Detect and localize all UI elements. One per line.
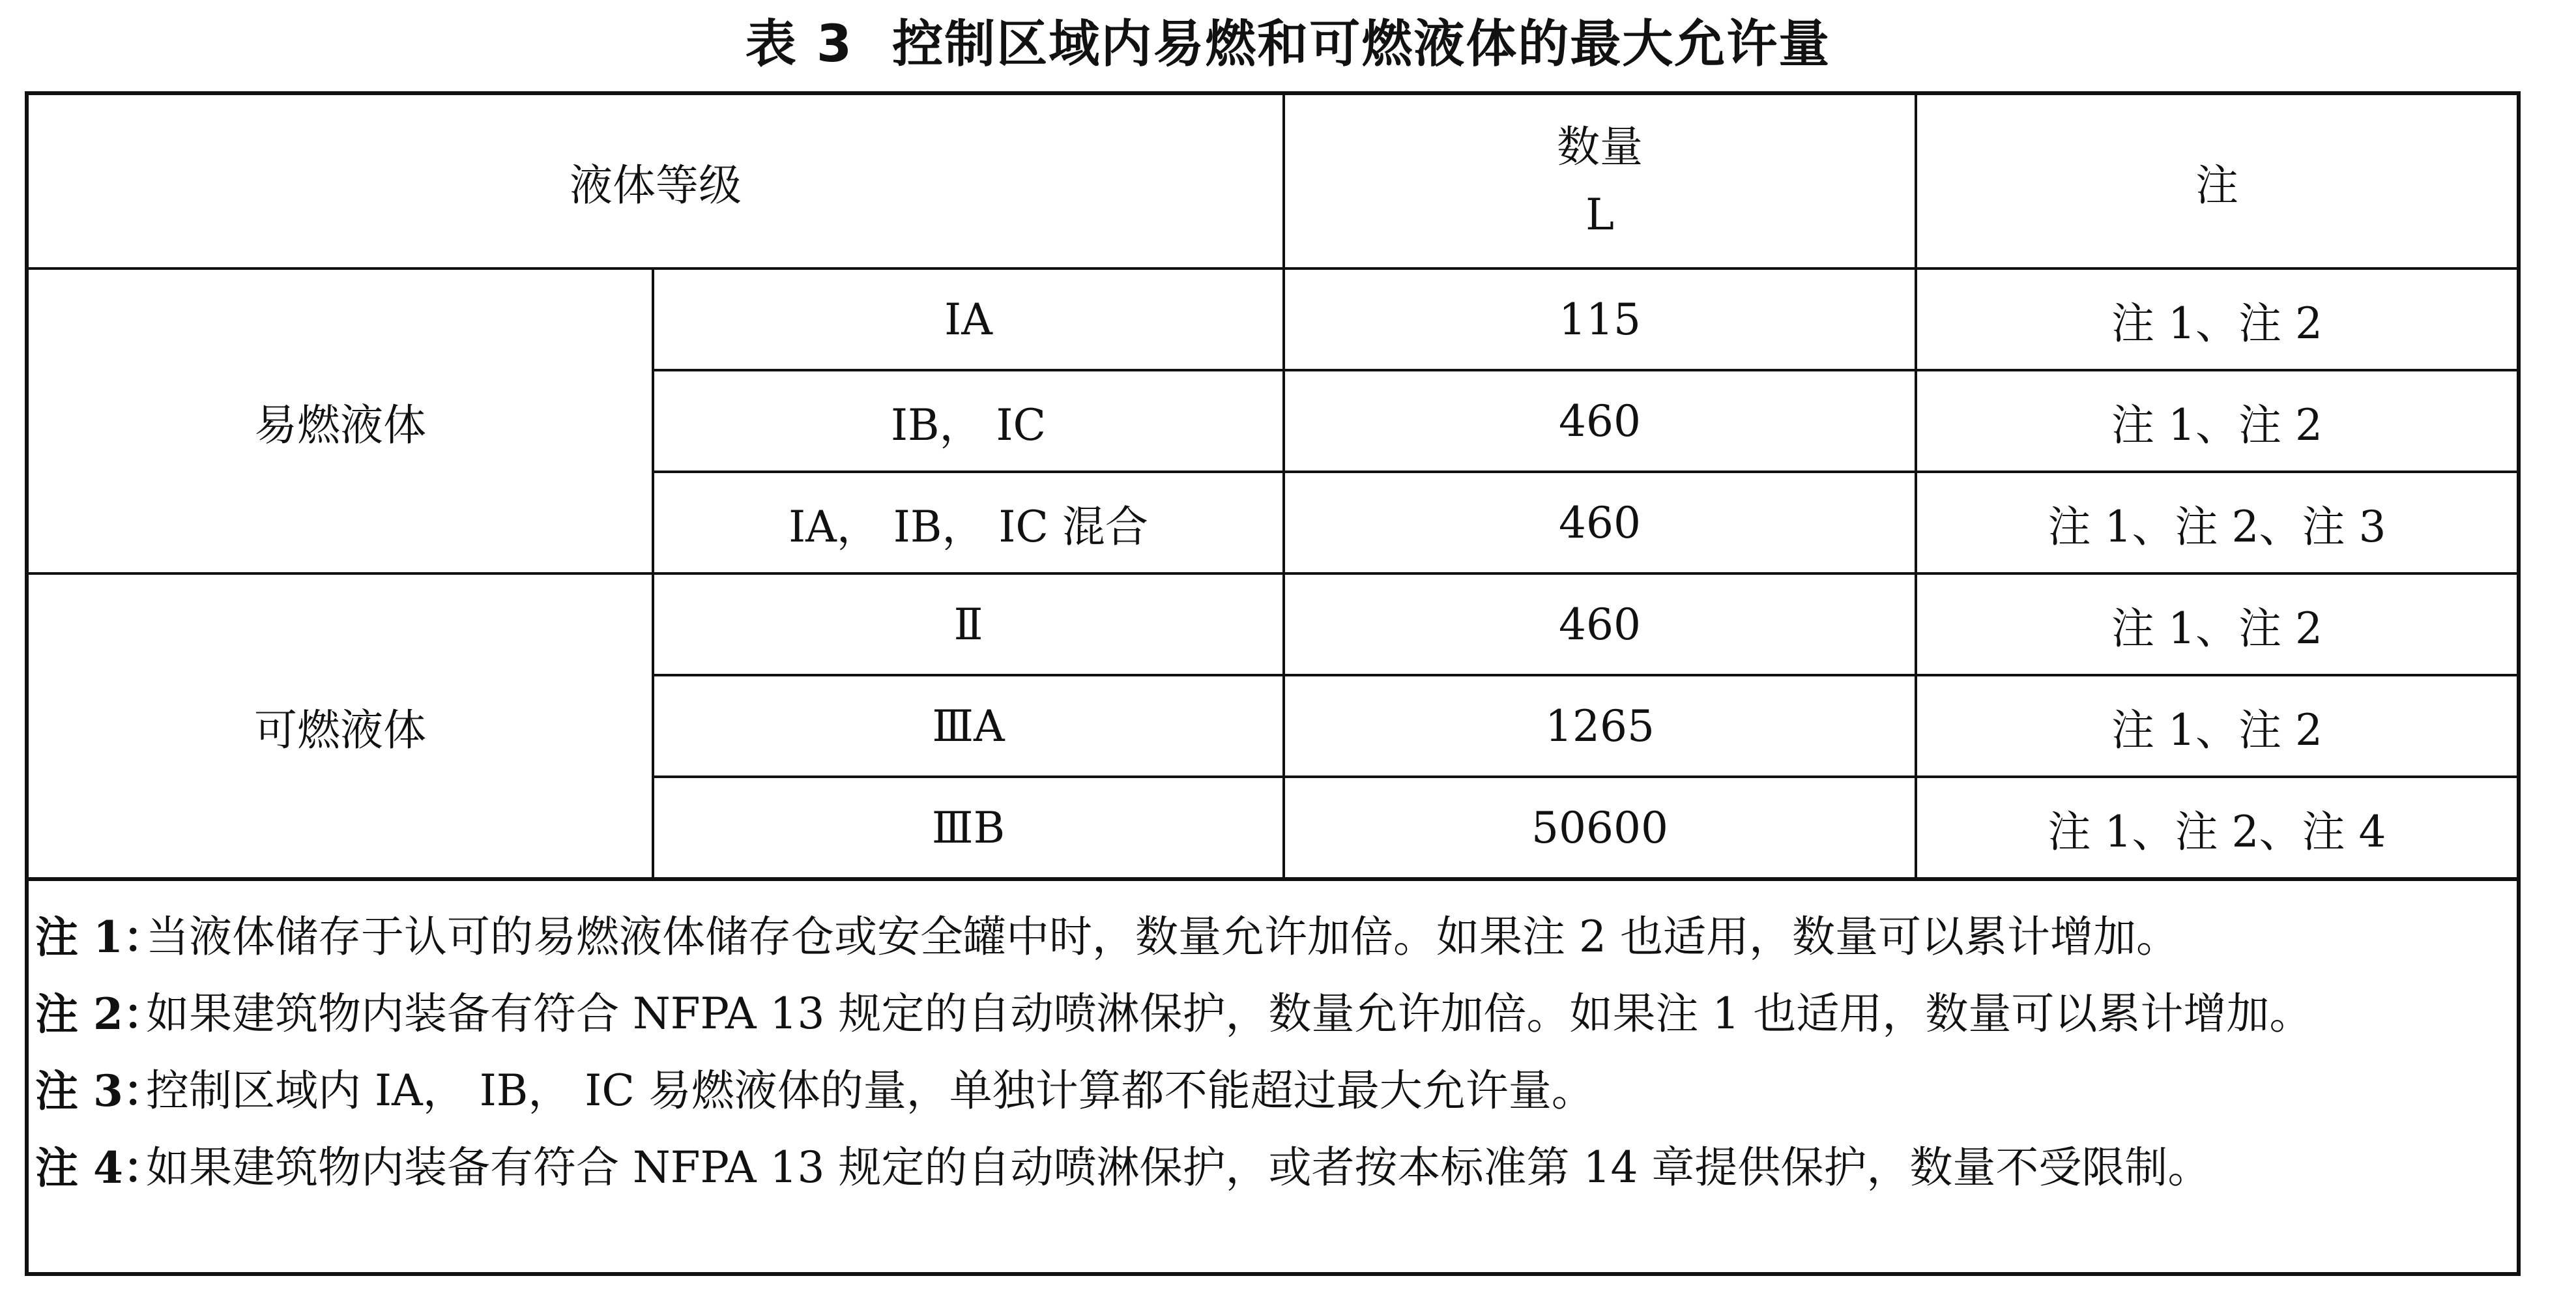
row-class: ⅢB — [653, 777, 1284, 878]
header-quantity-label: 数量 — [1557, 122, 1643, 172]
footnote-label: 注 2： — [35, 989, 166, 1039]
table-row — [29, 268, 2517, 370]
table-frame — [25, 91, 2521, 1276]
row-quantity: 50600 — [1284, 777, 1916, 878]
group-combustible-liquid: 可燃液体 — [29, 573, 653, 878]
row-notes: 注 1、注 2 — [1916, 268, 2517, 370]
row-quantity: 1265 — [1284, 675, 1916, 777]
footnote-text: 控制区域内 IA， IB， IC 易燃液体的量，单独计算都不能超过最大允许量。 — [146, 1065, 1595, 1116]
footnote-3 — [35, 1054, 2478, 1127]
row-notes: 注 1、注 2 — [1916, 370, 2517, 472]
row-class: IA， IB， IC 混合 — [653, 472, 1284, 573]
footnote-text: 当液体储存于认可的易燃液体储存仓或安全罐中时，数量允许加倍。如果注 2 也适用，数量可以累计增加。 — [146, 912, 2179, 962]
row-notes: 注 1、注 2 — [1916, 675, 2517, 777]
footnote-4 — [35, 1131, 2478, 1204]
group-flammable-liquid: 易燃液体 — [29, 268, 653, 573]
header-quantity — [1284, 95, 1916, 268]
header-quantity-unit: L — [1585, 190, 1614, 240]
row-notes: 注 1、注 2、注 3 — [1916, 472, 2517, 573]
row-notes: 注 1、注 2、注 4 — [1916, 777, 2517, 878]
row-quantity: 460 — [1284, 472, 1916, 573]
footnote-2 — [35, 978, 2478, 1050]
row-quantity: 460 — [1284, 573, 1916, 675]
footnote-text: 如果建筑物内装备有符合 NFPA 13 规定的自动喷淋保护，或者按本标准第 14 章提供保护，数量不受限制。 — [146, 1142, 2211, 1193]
page-title — [0, 12, 2576, 77]
table-title-text: 控制区域内易燃和可燃液体的最大允许量 — [892, 15, 1831, 74]
footnote-label: 注 4： — [35, 1142, 166, 1193]
footnote-1 — [35, 901, 2478, 974]
row-notes: 注 1、注 2 — [1916, 573, 2517, 675]
footnote-label: 注 3： — [35, 1065, 166, 1116]
footnote-text: 如果建筑物内装备有符合 NFPA 13 规定的自动喷淋保护，数量允许加倍。如果注 1 也适用，数量可以累计增加。 — [146, 989, 2313, 1039]
row-quantity: 460 — [1284, 370, 1916, 472]
row-class: IB， IC — [653, 370, 1284, 472]
row-class: Ⅱ — [653, 573, 1284, 675]
row-class: ⅢA — [653, 675, 1284, 777]
footnote-label: 注 1： — [35, 912, 166, 963]
row-class: IA — [653, 268, 1284, 370]
header-liquid-class: 液体等级 — [29, 95, 1284, 268]
liquid-quantity-table — [29, 95, 2517, 880]
header-row — [29, 95, 2517, 268]
header-note: 注 — [1916, 95, 2517, 268]
table-number: 表 3 — [745, 15, 854, 74]
table-row — [29, 573, 2517, 675]
footnotes — [29, 878, 2517, 1272]
row-quantity: 115 — [1284, 268, 1916, 370]
